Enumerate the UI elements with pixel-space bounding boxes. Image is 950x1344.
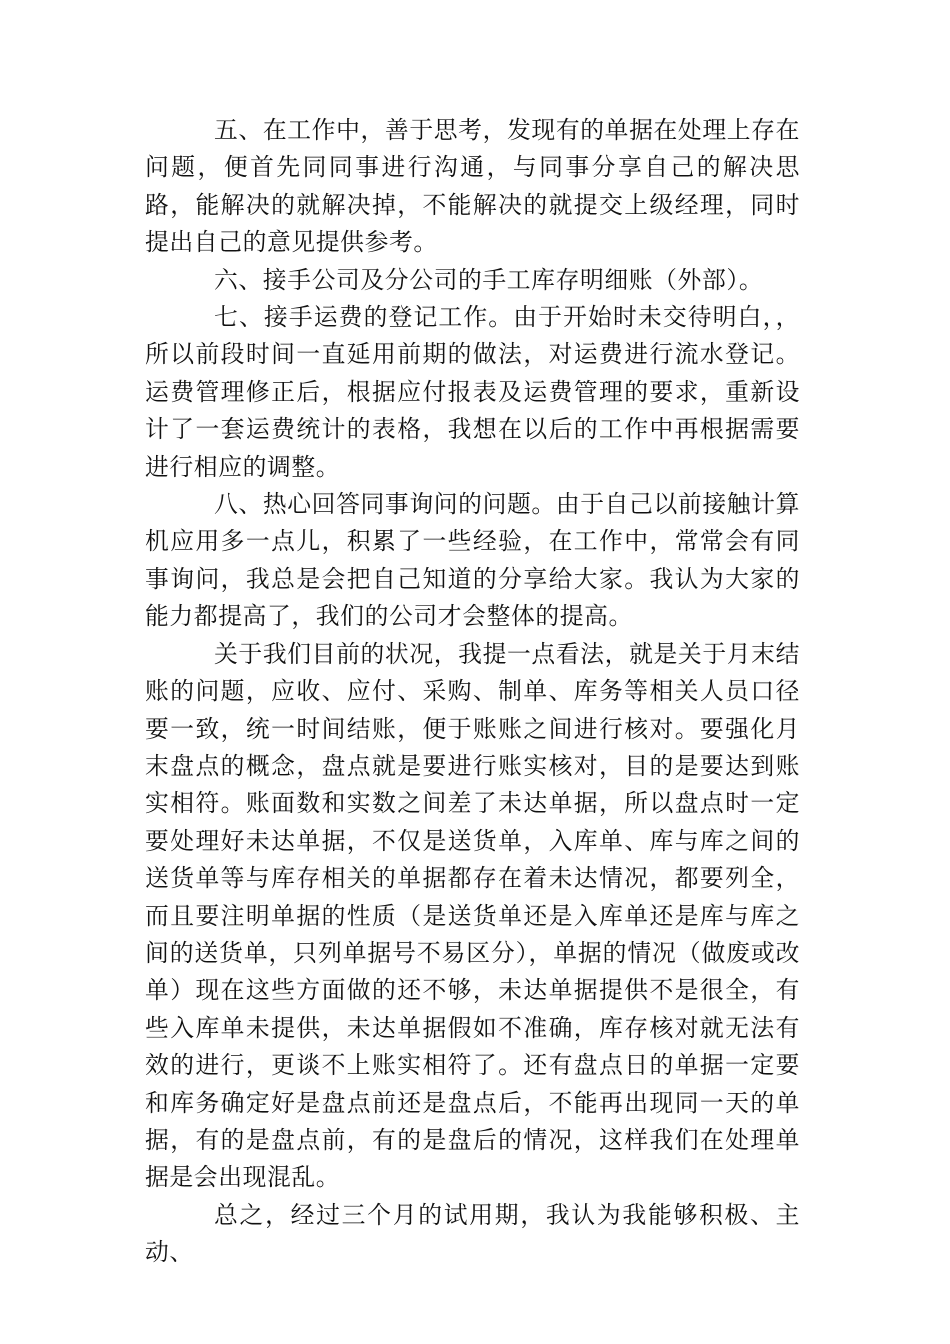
paragraph-item-6: 六、接手公司及分公司的手工库存明细账（外部）。 [214, 265, 764, 294]
paragraph-item-8: 八、热心回答同事询问的问题。由于自己以前接触计算机应用多一点儿，积累了一些经验，在工作中，常常会有同事询问，我总是会把自己知道的分享给大家。我认为大家的能力都提高了，我们的公司才会整体的提高。 [145, 490, 800, 631]
paragraph-conclusion: 总之，经过三个月的试用期，我认为我能够积极、主动、 [145, 1200, 800, 1267]
paragraph-item-5: 五、在工作中，善于思考，发现有的单据在处理上存在问题，便首先同同事进行沟通，与同事分享自己的解决思路，能解决的就解决掉，不能解决的就提交上级经理，同时提出自己的意见提供参考。 [145, 116, 800, 257]
paragraph-item-7: 七、接手运费的登记工作。由于开始时未交待明白，，所以前段时间一直延用前期的做法，对运费进行流水登记。运费管理修正后，根据应付报表及运费管理的要求，重新设计了一套运费统计的表格，我想在以后的工作中再根据需要进行相应的调整。 [145, 303, 800, 481]
document-body [145, 112, 800, 1272]
paragraph-month-end-closing: 关于我们目前的状况，我提一点看法，就是关于月末结账的问题，应收、应付、采购、制单、库务等相关人员口径要一致，统一时间结账，便于账账之间进行核对。要强化月末盘点的概念，盘点就是要进行账实核对，目的是要达到账实相符。账面数和实数之间差了未达单据，所以盘点时一定要处理好未达单据，不仅是送货单，入库单、库与库之间的送货单等与库存相关的单据都存在着未达情况，都要列全，而且要注明单据的性质（是送货单还是入库单还是库与库之间的送货单，只列单据号不易区分），单据的情况（做废或改单）现在这些方面做的还不够，未达单据提供不是很全，有些入库单未提供，未达单据假如不准确，库存核对就无法有效的进行，更谈不上账实相符了。还有盘点日的单据一定要和库务确定好是盘点前还是盘点后，不能再出现同一天的单据，有的是盘点前，有的是盘后的情况，这样我们在处理单据是会出现混乱。 [145, 639, 800, 1192]
